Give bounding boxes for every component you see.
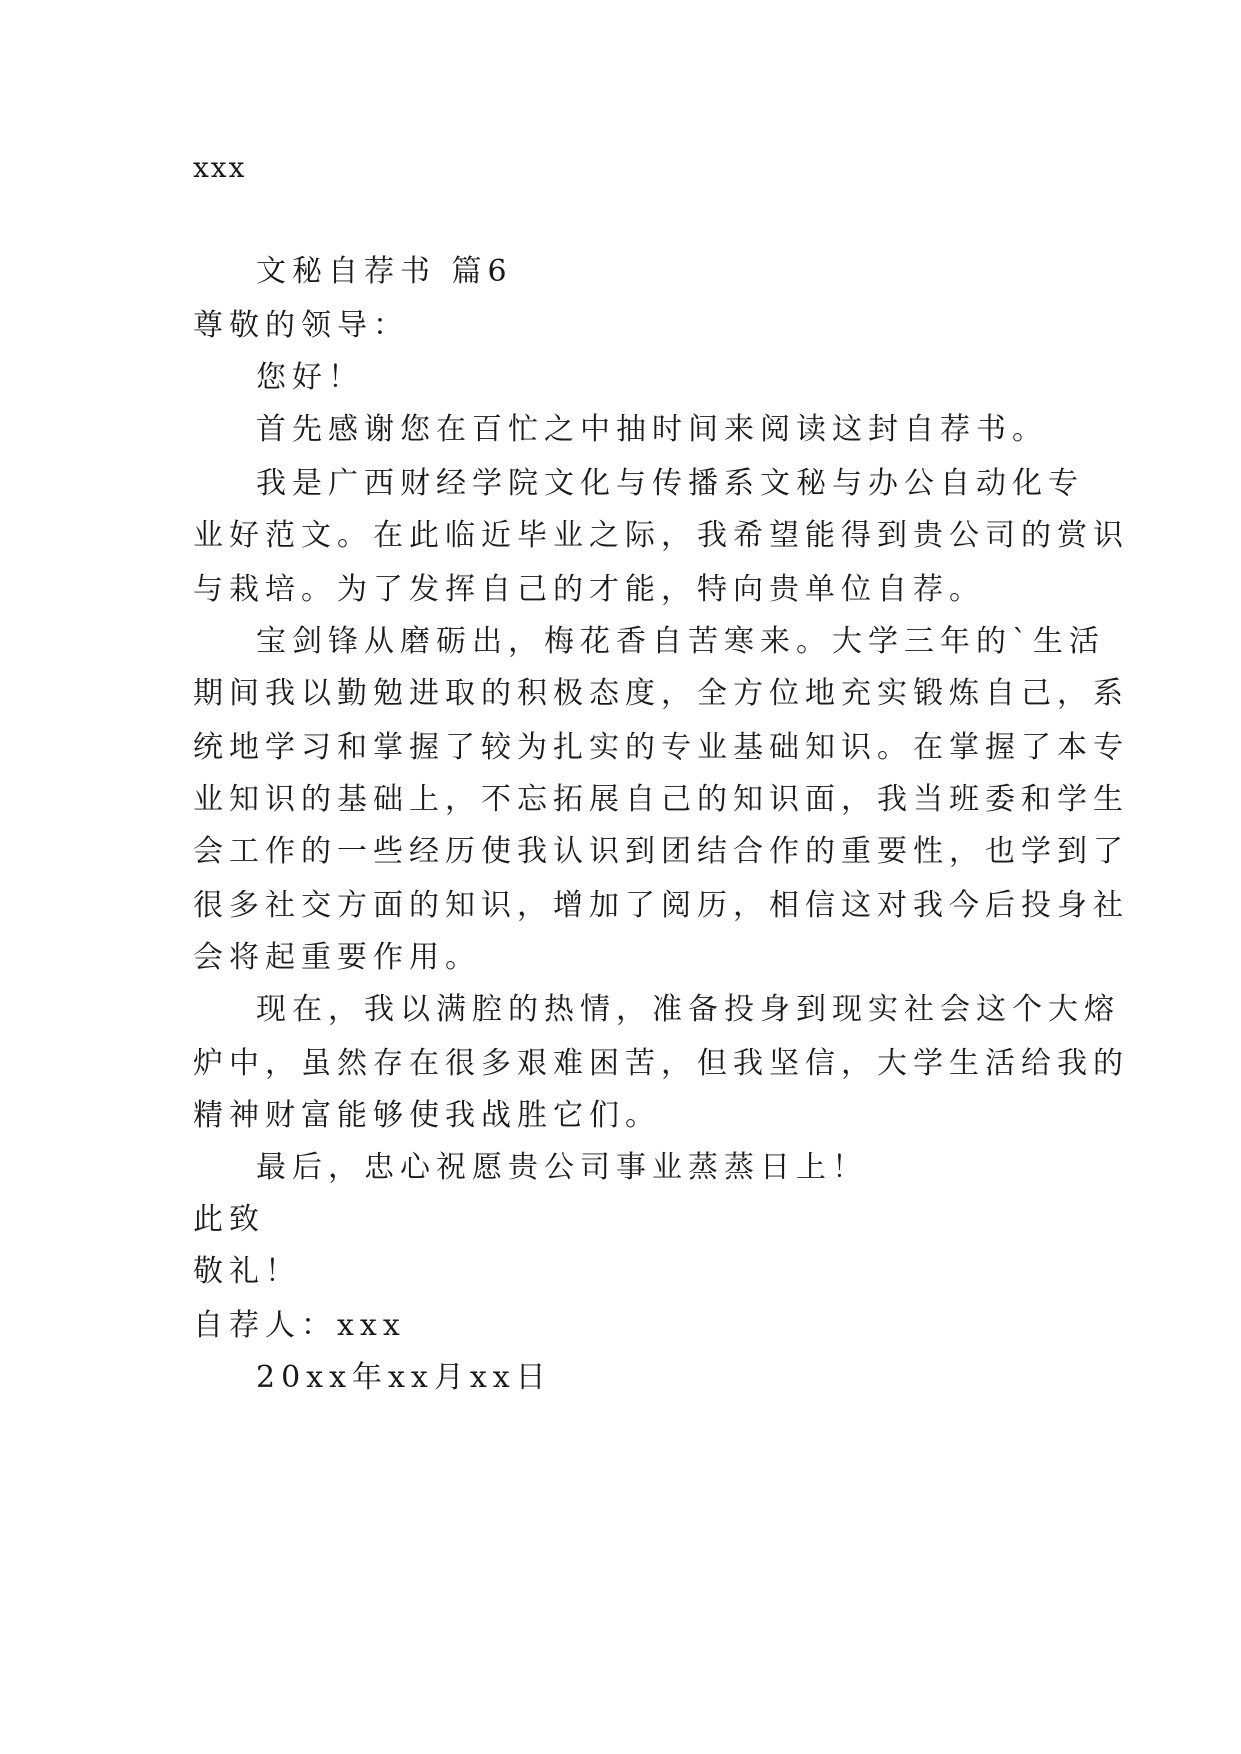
paragraph-2-line: 与栽培。为了发挥自己的才能，特向贵单位自荐。 bbox=[193, 572, 985, 607]
salutation: 尊敬的领导： bbox=[193, 308, 409, 343]
paragraph-3-line: 业知识的基础上，不忘拓展自己的知识面，我当班委和学生 bbox=[193, 782, 1129, 817]
paragraph-2-line: 我是广西财经学院文化与传播系文秘与办公自动化专 bbox=[256, 466, 1084, 501]
paragraph-3-line: 期间我以勤勉进取的积极态度，全方位地充实锻炼自己，系 bbox=[193, 676, 1129, 711]
paragraph-4-line: 精神财富能够使我战胜它们。 bbox=[193, 1098, 661, 1133]
date: 20xx年xx月xx日 bbox=[256, 1360, 552, 1395]
document-title: 文秘自荐书 篇6 bbox=[256, 254, 513, 289]
paragraph-3-line: 会工作的一些经历使我认识到团结合作的重要性，也学到了 bbox=[193, 834, 1129, 869]
closing-line-2: 敬礼！ bbox=[193, 1254, 301, 1289]
paragraph-3-line: 宝剑锋从磨砺出，梅花香自苦寒来。大学三年的`生活 bbox=[256, 624, 1105, 659]
paragraph-4-line: 炉中，虽然存在很多艰难困苦，但我坚信，大学生活给我的 bbox=[193, 1046, 1129, 1081]
paragraph-4-line: 现在，我以满腔的热情，准备投身到现实社会这个大熔 bbox=[256, 992, 1120, 1027]
paragraph-1: 首先感谢您在百忙之中抽时间来阅读这封自荐书。 bbox=[256, 412, 1048, 447]
paragraph-5: 最后，忠心祝愿贵公司事业蒸蒸日上！ bbox=[256, 1150, 868, 1185]
signature: 自荐人：xxx bbox=[193, 1308, 406, 1343]
paragraph-3-line: 会将起重要作用。 bbox=[193, 940, 481, 975]
top-text: xxx bbox=[193, 151, 247, 184]
paragraph-2-line: 业好范文。在此临近毕业之际，我希望能得到贵公司的赏识 bbox=[193, 518, 1129, 553]
paragraph-3-line: 统地学习和掌握了较为扎实的专业基础知识。在掌握了本专 bbox=[193, 730, 1129, 765]
greeting: 您好！ bbox=[256, 360, 364, 395]
paragraph-3-line: 很多社交方面的知识，增加了阅历，相信这对我今后投身社 bbox=[193, 888, 1129, 923]
closing-line-1: 此致 bbox=[193, 1202, 265, 1237]
